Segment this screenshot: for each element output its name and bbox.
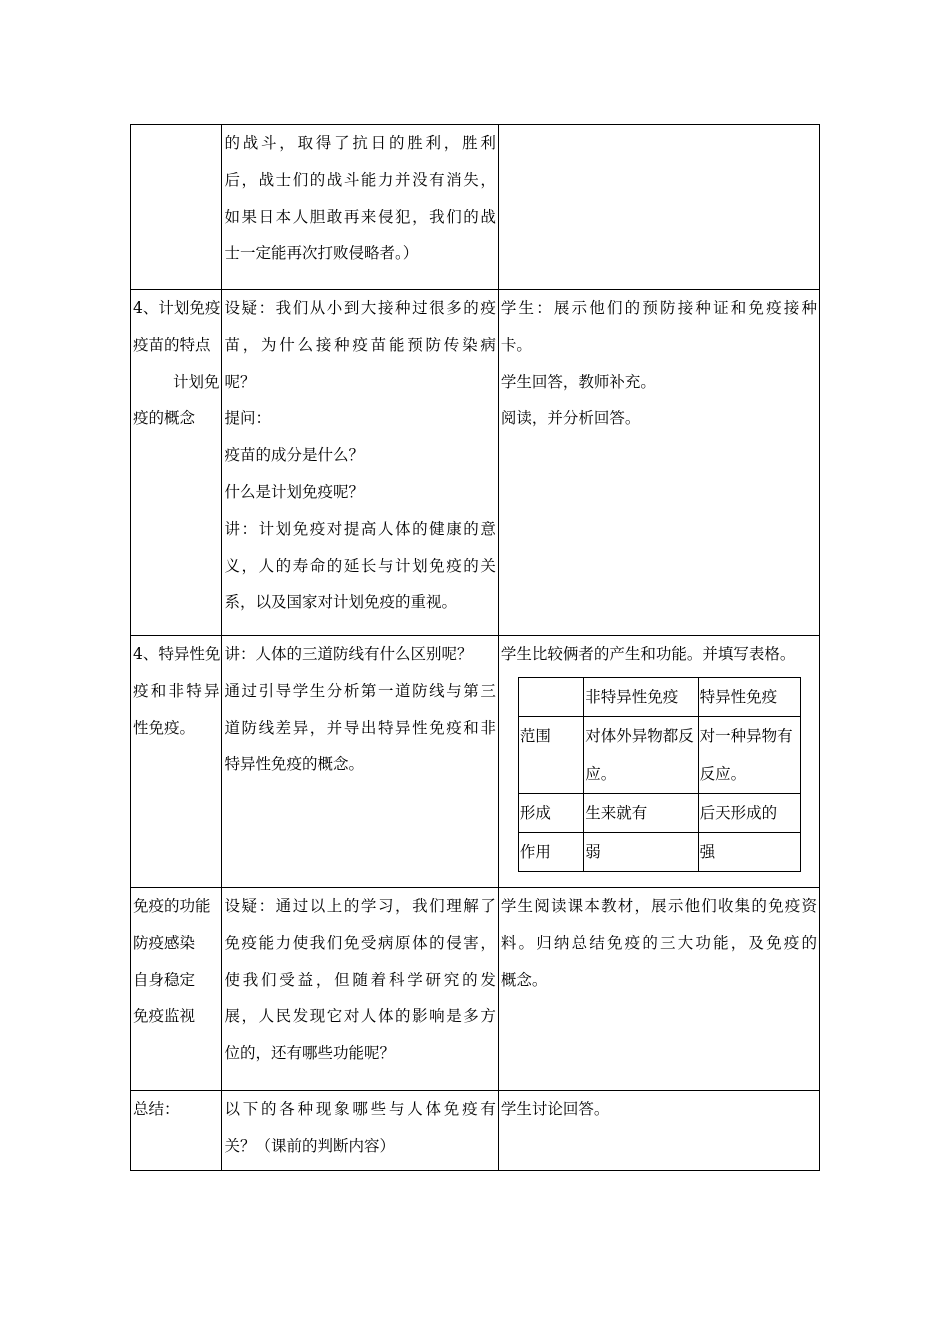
- text-line: 料。归纳总结免疫的三大功能，及免疫的: [500, 933, 817, 952]
- text-line: 阅读，并分析回答。: [500, 409, 641, 428]
- text-line: 4、计划免疫: [133, 299, 221, 317]
- text-line: 苗，为什么接种疫苗能预防传染病: [224, 335, 496, 354]
- text-line: 4、特异性免: [133, 645, 221, 663]
- table-row: [131, 1091, 820, 1171]
- text-line: 位的，还有哪些功能呢？: [224, 1044, 395, 1063]
- table-row: [518, 677, 800, 716]
- text-line: 卡。: [500, 335, 532, 354]
- text-line: 道防线差异，并导出特异性免疫和非: [224, 718, 496, 737]
- text-line: 疫苗的特点: [133, 335, 211, 354]
- table-header-cell: 非特异性免疫: [584, 677, 698, 716]
- text-line: 概念。: [500, 970, 548, 989]
- table-row: [518, 716, 800, 793]
- text-line: 学生阅读课本教材，展示他们收集的免疫资: [500, 897, 817, 915]
- student-activity-cell: [498, 1091, 819, 1171]
- student-activity-cell: [498, 636, 819, 888]
- table-row-label: 范围: [518, 716, 583, 793]
- teacher-activity-cell: [222, 636, 498, 888]
- lesson-plan-table: [130, 124, 820, 1171]
- text-line: 的战斗，取得了抗日的胜利，胜利: [224, 134, 496, 152]
- table-row: [131, 125, 820, 290]
- text-line: 提问：: [224, 409, 271, 428]
- text-line: 总结：: [133, 1100, 180, 1118]
- table-cell: 后天形成的: [698, 793, 800, 832]
- text-line: 设疑：通过以上的学习，我们理解了: [224, 897, 496, 915]
- text-line: 免疫监视: [133, 1007, 196, 1026]
- text-line: 自身稳定: [133, 970, 196, 989]
- teacher-activity-cell: [222, 290, 498, 636]
- table-row: [518, 832, 800, 871]
- text-line: 使我们受益，但随着科学研究的发: [224, 970, 496, 989]
- table-row: [518, 793, 800, 832]
- text-line: 学生：展示他们的预防接种证和免疫接种: [500, 299, 817, 317]
- student-activity-cell: [498, 888, 819, 1091]
- table-row: [131, 636, 820, 888]
- text-line: 计划免: [173, 372, 220, 391]
- text-line: 免疫能力使我们免受病原体的侵害，: [224, 933, 496, 952]
- text-line: 设疑：我们从小到大接种过很多的疫: [224, 299, 496, 317]
- text-line: 以下的各种现象哪些与人体免疫有: [224, 1100, 496, 1118]
- text-line: 义，人的寿命的延长与计划免疫的关: [224, 556, 496, 575]
- topic-cell: [131, 888, 222, 1091]
- text-line: 疫和非特异: [133, 681, 220, 700]
- topic-cell: [131, 125, 222, 290]
- topic-cell: [131, 636, 222, 888]
- text-line: 后，战士们的战斗能力并没有消失，: [224, 170, 496, 189]
- text-line: 学生比较俩者的产生和功能。并填写表格。: [500, 645, 796, 663]
- table-row: [131, 290, 820, 636]
- text-line: 特异性免疫的概念。: [224, 755, 364, 774]
- text-line: 如果日本人胆敢再来侵犯，我们的战: [224, 207, 496, 226]
- table-cell: 生来就有: [584, 793, 698, 832]
- text-line: 系，以及国家对计划免疫的重视。: [224, 593, 457, 612]
- topic-cell: [131, 290, 222, 636]
- student-activity-cell: [498, 125, 819, 290]
- table-row: [131, 888, 820, 1091]
- text-line: 关？（课前的判断内容）: [224, 1136, 395, 1155]
- table-cell: 对一种异物有反应。: [698, 716, 800, 793]
- table-cell: 强: [698, 832, 800, 871]
- table-header-cell: 特异性免疫: [698, 677, 800, 716]
- table-cell: 弱: [584, 832, 698, 871]
- text-line: 学生讨论回答。: [500, 1100, 610, 1118]
- teacher-activity-cell: [222, 888, 498, 1091]
- text-line: 学生回答，教师补充。: [500, 372, 656, 391]
- text-line: 讲：人体的三道防线有什么区别呢？: [224, 645, 473, 663]
- text-line: 疫苗的成分是什么？: [224, 446, 364, 465]
- text-line: 防疫感染: [133, 933, 196, 952]
- text-line: 什么是计划免疫呢？: [224, 482, 364, 501]
- student-activity-cell: [498, 290, 819, 636]
- table-cell: 对体外异物都反应。: [584, 716, 698, 793]
- text-line: 通过引导学生分析第一道防线与第三: [224, 681, 496, 700]
- text-line: 展，人民发现它对人体的影响是多方: [224, 1007, 496, 1026]
- table-row-label: 作用: [518, 832, 583, 871]
- text-line: 性免疫。: [133, 718, 196, 737]
- table-cell: [518, 677, 583, 716]
- teacher-activity-cell: [222, 1091, 498, 1171]
- teacher-activity-cell: [222, 125, 498, 290]
- text-line: 呢？: [224, 372, 256, 391]
- table-row-label: 形成: [518, 793, 583, 832]
- text-line: 疫的概念: [133, 409, 196, 428]
- text-line: 讲：计划免疫对提高人体的健康的意: [224, 519, 496, 538]
- text-line: 免疫的功能: [133, 897, 211, 915]
- immunity-comparison-table: [518, 677, 801, 872]
- topic-cell: [131, 1091, 222, 1171]
- text-line: 士一定能再次打败侵略者。）: [224, 244, 419, 263]
